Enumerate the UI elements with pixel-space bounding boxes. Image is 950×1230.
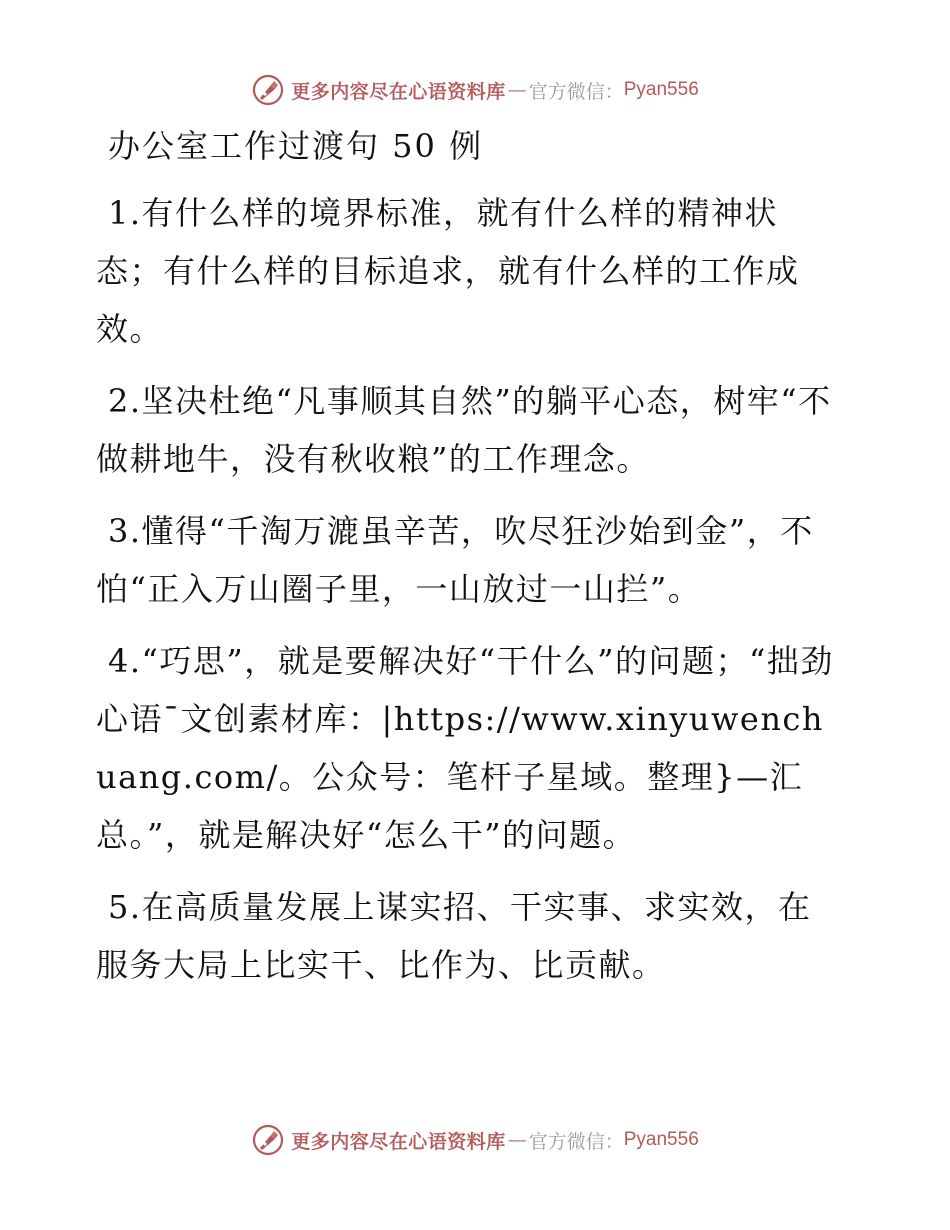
header-wechat-label: 官方微信： xyxy=(528,80,624,103)
paragraph-2: 2.坚决杜绝“凡事顺其自然”的躺平心态，树牢“不做耕地牛，没有秋收粮”的工作理念。 xyxy=(96,382,832,478)
footer-wechat-id: Pyan556 xyxy=(623,1129,699,1150)
footer-slogan: 更多内容尽在心语资料库 xyxy=(291,1130,506,1153)
paragraph-4: 4.“巧思”，就是要解决好“干什么”的问题；“拙劲心语¯文创素材库：|https://www.xinyuwenchuang.com/。公众号：笔杆子星域。整理}—汇总。”，就是解决好“怎么干”的问题。 xyxy=(96,642,834,854)
footer-wechat-label: 官方微信： xyxy=(528,1130,624,1153)
header-separator: — xyxy=(507,79,527,101)
document-body xyxy=(96,122,836,1008)
footer-banner xyxy=(0,1120,950,1160)
document-title: 办公室工作过渡句 50 例 xyxy=(108,127,484,165)
pen-nib-logo-icon xyxy=(251,73,285,107)
header-wechat-id: Pyan556 xyxy=(623,79,699,100)
pen-nib-logo-icon xyxy=(251,1123,285,1157)
paragraph-3: 3.懂得“千淘万漉虽辛苦，吹尽狂沙始到金”，不怕“正入万山圈子里，一山放过一山拦”。 xyxy=(96,512,814,608)
header-banner xyxy=(0,70,950,110)
footer-separator: — xyxy=(507,1129,527,1151)
paragraph-1: 1.有什么样的境界标准，就有什么样的精神状态；有什么样的目标追求，就有什么样的工作成效。 xyxy=(96,194,800,348)
header-slogan: 更多内容尽在心语资料库 xyxy=(291,80,506,103)
paragraph-5: 5.在高质量发展上谋实招、干实事、求实效，在服务大局上比实干、比作为、比贡献。 xyxy=(96,888,812,984)
